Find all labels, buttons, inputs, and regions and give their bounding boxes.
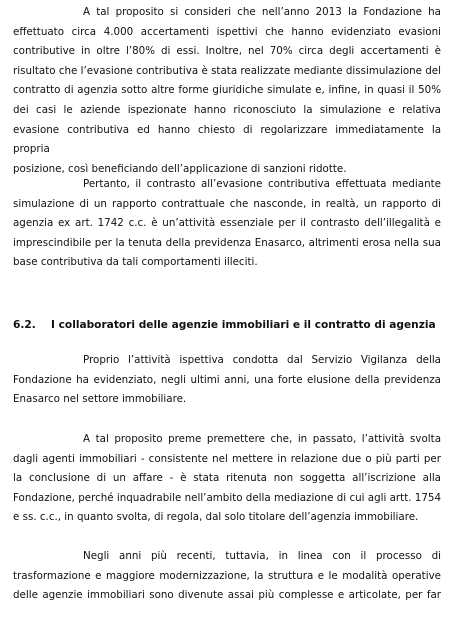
text-line: contratto di agenzia sotto altre forme giuridiche simulate e, infine, in quasi il 50% [13, 84, 441, 97]
text-line: posizione, così beneficiando dell’applicazione di sanzioni ridotte. [13, 162, 347, 175]
paragraph-evasion-statistics [13, 3, 441, 179]
text-line: simulazione di un rapporto contrattuale che nasconde, in realtà, un rapporto di [13, 197, 441, 210]
text-line: A tal proposito si consideri che nell’anno 2013 la Fondazione ha [83, 6, 441, 18]
section-title: I collaboratori delle agenzie immobiliari e il contratto di agenzia [51, 319, 436, 331]
text-line: Fondazione ha evidenziato, negli ultimi anni, una forte elusione della previdenza [13, 373, 441, 386]
text-line: Proprio l’attività ispettiva condotta dal Servizio Vigilanza della [83, 354, 441, 366]
text-line: agenzia ex art. 1742 c.c. è un’attività essenziale per il contrasto dell’illegalità e [13, 217, 441, 230]
paragraph-contrast-evasion [13, 175, 441, 273]
text-line: Enasarco nel settore immobiliare. [13, 393, 187, 406]
section-number: 6.2. [13, 319, 36, 331]
text-line: e ss. c.c., in quanto svolta, di regola, dal solo titolare dell’agenzia immobiliare. [13, 511, 419, 524]
text-line: A tal proposito preme premettere che, in passato, l’attività svolta [83, 433, 441, 445]
text-line: evasione contributiva ed hanno chiesto di regolarizzare immediatamente la propria [13, 123, 441, 156]
text-line: trasformazione e maggiore modernizzazione, la struttura e le modalità operative [13, 569, 441, 582]
text-line: dagli agenti immobiliari - consistente nel mettere in relazione due o più parti per [13, 452, 441, 465]
text-line: dei casi le aziende ispezionate hanno riconosciuto la simulazione e relativa [13, 103, 441, 116]
text-line: la conclusione di un affare - è stata ritenuta non soggetta all’iscrizione alla [13, 472, 441, 485]
paragraph-inspection-activity [13, 351, 441, 410]
text-line: Negli anni più recenti, tuttavia, in linea con il processo di [83, 550, 441, 562]
text-line: Fondazione, perché inquadrabile nell’ambito della mediazione di cui agli artt. 1754 [13, 491, 441, 504]
section-heading [13, 315, 441, 335]
paragraph-recent-years [13, 547, 441, 606]
paragraph-real-estate-agents [13, 430, 441, 528]
text-line: effettuato circa 4.000 accertamenti ispettivi che hanno evidenziato evasioni [13, 25, 441, 38]
text-line: contributive in oltre l’80% di essi. Inoltre, nel 70% circa degli accertamenti è [13, 45, 441, 58]
text-line: imprescindibile per la tenuta della previdenza Enasarco, altrimenti erosa nella sua [13, 236, 441, 249]
text-line: delle agenzie immobiliari sono divenute assai più complesse e articolate, per far [13, 589, 441, 602]
text-line: base contributiva da tali comportamenti illeciti. [13, 256, 258, 269]
text-line: Pertanto, il contrasto all’evasione contributiva effettuata mediante [83, 178, 441, 190]
text-line: risultato che l’evasione contributiva è stata realizzate mediante dissimulazione del [13, 64, 441, 77]
